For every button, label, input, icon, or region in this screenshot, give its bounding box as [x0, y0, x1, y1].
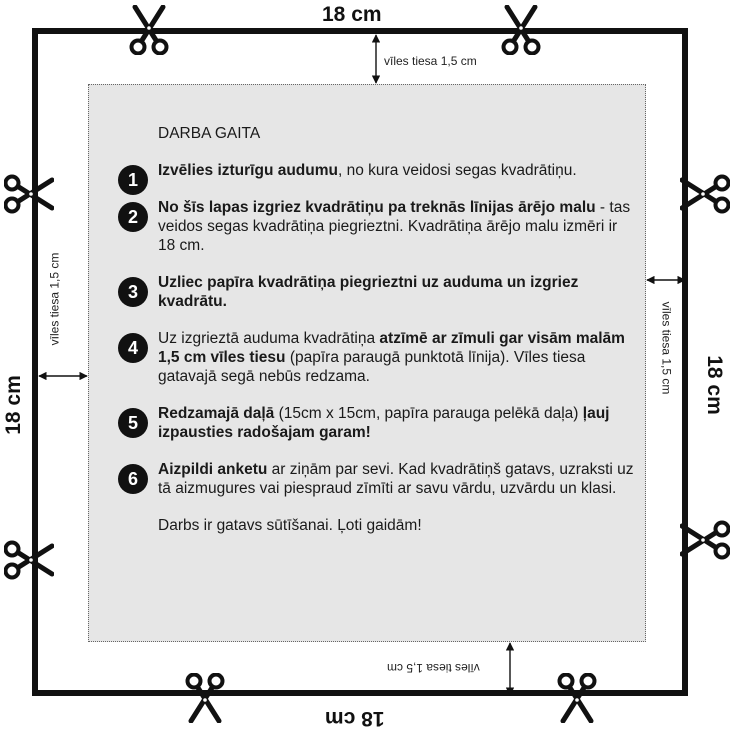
seam-allowance-right: vīles tiesa 1,5 cm — [659, 301, 674, 395]
scissors-icon — [680, 520, 730, 560]
step-number-badge: 6 — [118, 464, 148, 494]
step-text — [158, 161, 638, 180]
scissors-icon — [129, 5, 169, 55]
dimension-bottom: 18 cm — [325, 707, 385, 730]
step-text-regular: , no kura veidosi segas kvadrātiņu. — [338, 162, 577, 179]
step-text-regular: (15cm x 15cm, papīra parauga pelēkā daļa) — [274, 405, 583, 422]
step-text — [158, 329, 638, 386]
step-number-badge: 4 — [118, 333, 148, 363]
dimension-left: 18 cm — [1, 375, 25, 435]
instruction-step — [118, 161, 638, 190]
step-text-bold: Izvēlies izturīgu audumu — [158, 162, 338, 179]
step-text-bold: atzīmē ar zīmuli gar visām malām 1,5 cm vīles tiesu — [158, 330, 625, 366]
step-number-badge: 3 — [118, 277, 148, 307]
seam-allowance-top: vīles tiesa 1,5 cm — [384, 54, 477, 68]
step-number-badge: 2 — [118, 202, 148, 232]
step-number-badge: 5 — [118, 408, 148, 438]
instruction-step — [118, 273, 638, 311]
step-text-bold: Aizpildi anketu — [158, 461, 268, 478]
seam-allowance-left: vīles tiesa 1,5 cm — [47, 252, 62, 346]
steps-list — [118, 161, 638, 498]
closing-text: Darbs ir gatavs sūtīšanai. Ļoti gaidām! — [158, 517, 422, 534]
step-text — [158, 404, 638, 442]
double-arrow-icon — [502, 640, 518, 698]
step-text-bold: Redzamajā daļā — [158, 405, 275, 422]
step-number-badge: 1 — [118, 165, 148, 195]
scissors-icon — [4, 540, 54, 580]
step-text-regular: ar ziņām par sevi. Kad kvadrātiņš gatavs, uzraksti uz tā aizmugures vai piespraud zīmīti ar savu vārdu, uzvārdu un klasi. — [158, 461, 634, 497]
instruction-step — [118, 198, 638, 255]
scissors-icon — [501, 5, 541, 55]
double-arrow-icon — [36, 368, 90, 384]
seam-allowance-bottom: vīles tiesa 1,5 cm — [387, 661, 480, 675]
step-text — [158, 273, 638, 311]
step-text — [158, 460, 638, 498]
scissors-icon — [680, 174, 730, 214]
scissors-icon — [4, 174, 54, 214]
instruction-step — [118, 329, 638, 386]
step-text-regular: - tas veidos segas kvadrātiņa piegrieztni. Kvadrātiņa ārējo malu izmēri ir 18 cm. — [158, 199, 631, 254]
step-text-regular: Uz izgrieztā auduma kvadrātiņa — [158, 330, 380, 347]
instructions — [118, 124, 638, 535]
step-text-regular: (papīra paraugā punktotā līnija). Vīles tiesa gatavajā segā nebūs redzama. — [158, 349, 586, 385]
step-text — [158, 198, 638, 255]
instruction-step — [118, 404, 638, 442]
scissors-icon — [557, 673, 597, 723]
dimension-right: 18 cm — [702, 355, 726, 415]
heading: DARBA GAITA — [158, 125, 261, 142]
dimension-top: 18 cm — [322, 3, 382, 26]
double-arrow-icon — [644, 272, 688, 288]
scissors-icon — [185, 673, 225, 723]
instruction-step — [118, 460, 638, 498]
step-text-bold: No šīs lapas izgriez kvadrātiņu pa treknās līnijas ārējo malu — [158, 199, 596, 216]
step-text-bold: Uzliec papīra kvadrātiņa piegrieztni uz auduma un izgriez kvadrātu. — [158, 274, 579, 310]
step-text-bold: ļauj izpausties radošajam garam! — [158, 405, 610, 441]
double-arrow-icon — [368, 32, 384, 86]
